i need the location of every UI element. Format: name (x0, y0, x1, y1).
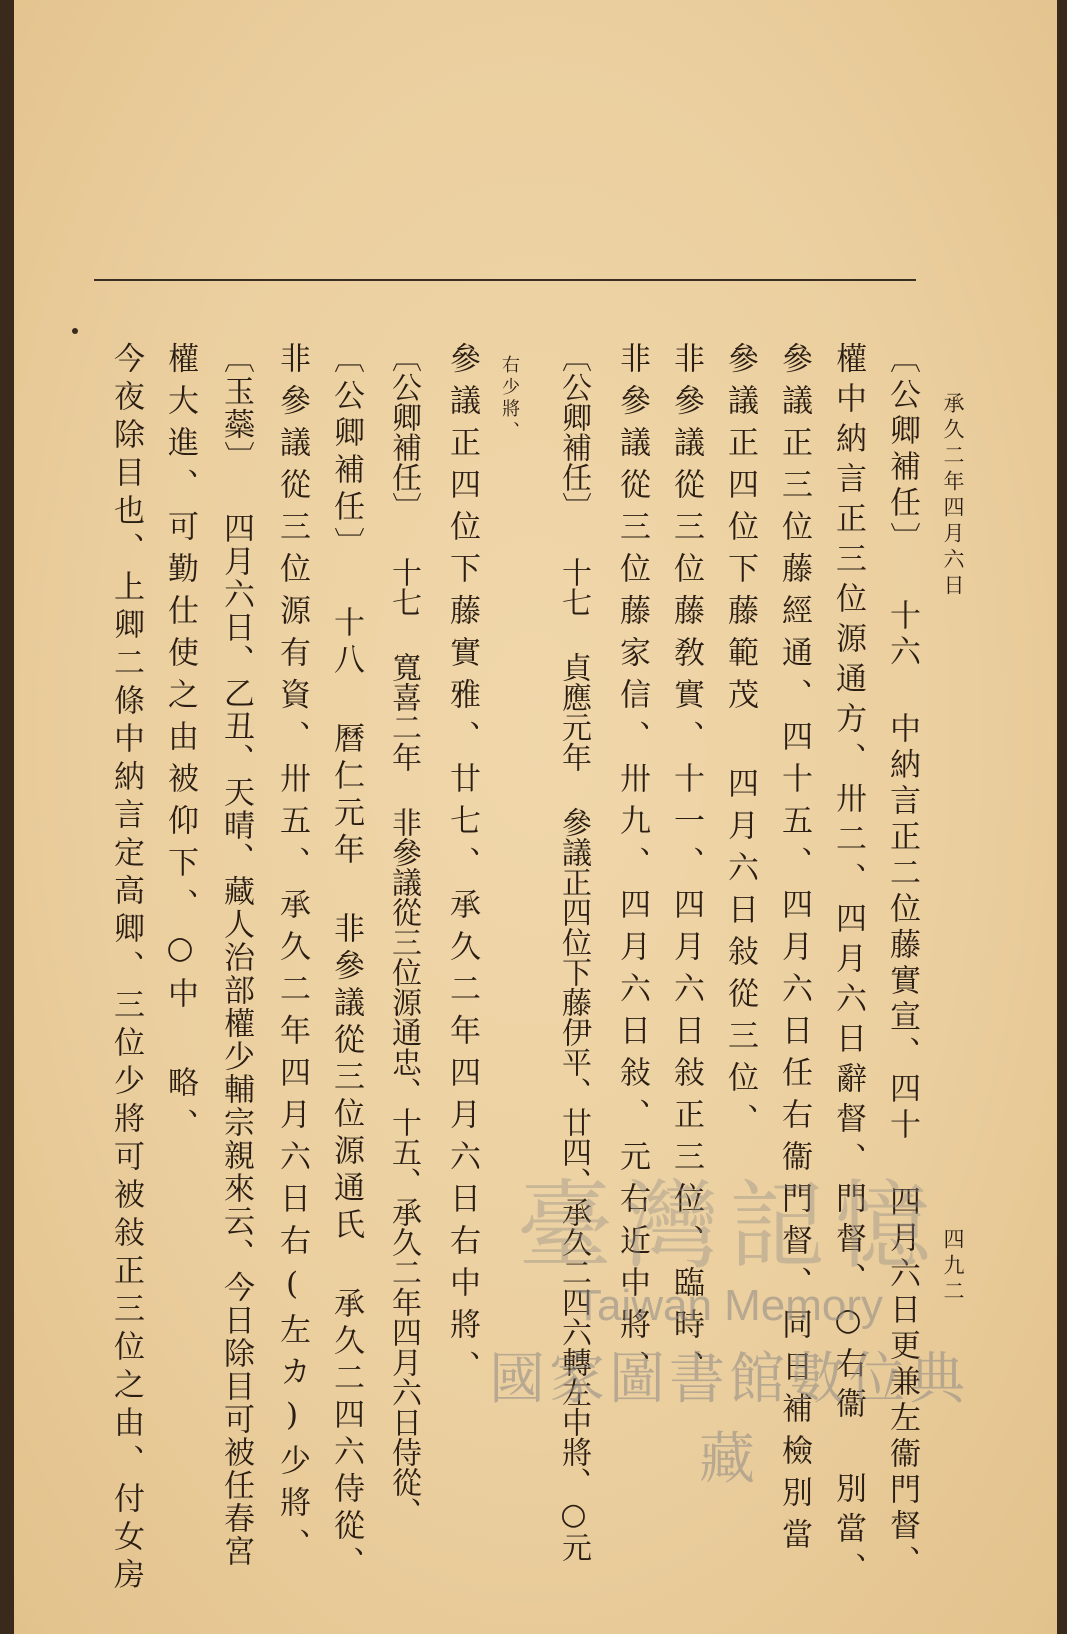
running-head: 承久二年四月六日 (941, 392, 965, 600)
text-column-4: 參議正四位下藤範茂 四月六日敍從三位、 (722, 342, 758, 1145)
text-column-5: 非參議從三位藤敎實、十一、四月六日敍正三位、臨時、 (668, 342, 704, 1392)
text-column-14: 權大進、可勤仕使之由被仰下、○中 略、 (162, 342, 198, 1150)
watermark-logo-text: 臺灣記憶 (517, 1170, 941, 1282)
text-column-8: 右少將、 (499, 355, 520, 443)
text-column-7: 〔公卿補任〕 十七 貞應元年 參議正四位下藤伊平、廿四、承久二四六轉左中將、○元 (556, 342, 591, 1562)
watermark-english: Taiwan Memory (574, 1281, 884, 1330)
text-column-3: 參議正三位藤經通、四十五、四月六日任右衞門督、同日補檢別當 (776, 342, 812, 1560)
text-column-9: 參議正四位下藤實雅、廿七、承久二年四月六日右中將、 (444, 342, 480, 1392)
text-column-15: 今夜除目也、上卿二條中納言定高卿、三位少將可被敍正三位之由、付女房 (108, 342, 144, 1596)
ink-spot (72, 328, 78, 334)
text-column-1: 〔公卿補任〕 十六 中納言正二位藤實宣、四十 四月六日更兼左衞門督、 (884, 342, 920, 1581)
text-column-2: 權中納言正三位源通方、卅二、四月六日辭督、門督、○右衞 別當、 (830, 342, 866, 1592)
text-column-13: 〔玉蘂〕 四月六日、乙丑、天晴、藏人治部權少輔宗親來云、今日除目可被任春宮 (218, 342, 254, 1568)
text-column-11: 〔公卿補任〕 十八 曆仁元年 非參議從三位源通氏 承久二四六侍從、 (328, 342, 364, 1583)
watermark-logo (469, 1150, 989, 1490)
page-number: 四九二 (941, 1228, 965, 1306)
header-rule (94, 279, 916, 281)
text-column-6: 非參議從三位藤家信、卅九、四月六日敍、元右近中將、 (614, 342, 650, 1392)
text-column-12: 非參議從三位源有資、卅五、承久二年四月六日右(左カ)少將、 (274, 342, 310, 1570)
text-column-10: 〔公卿補任〕 十七 寬喜二年 非參議從三位源通忠、十五、承久二年四月六日侍從、 (386, 342, 421, 1527)
watermark-org: 國家圖書館數位典藏 (489, 1347, 969, 1490)
